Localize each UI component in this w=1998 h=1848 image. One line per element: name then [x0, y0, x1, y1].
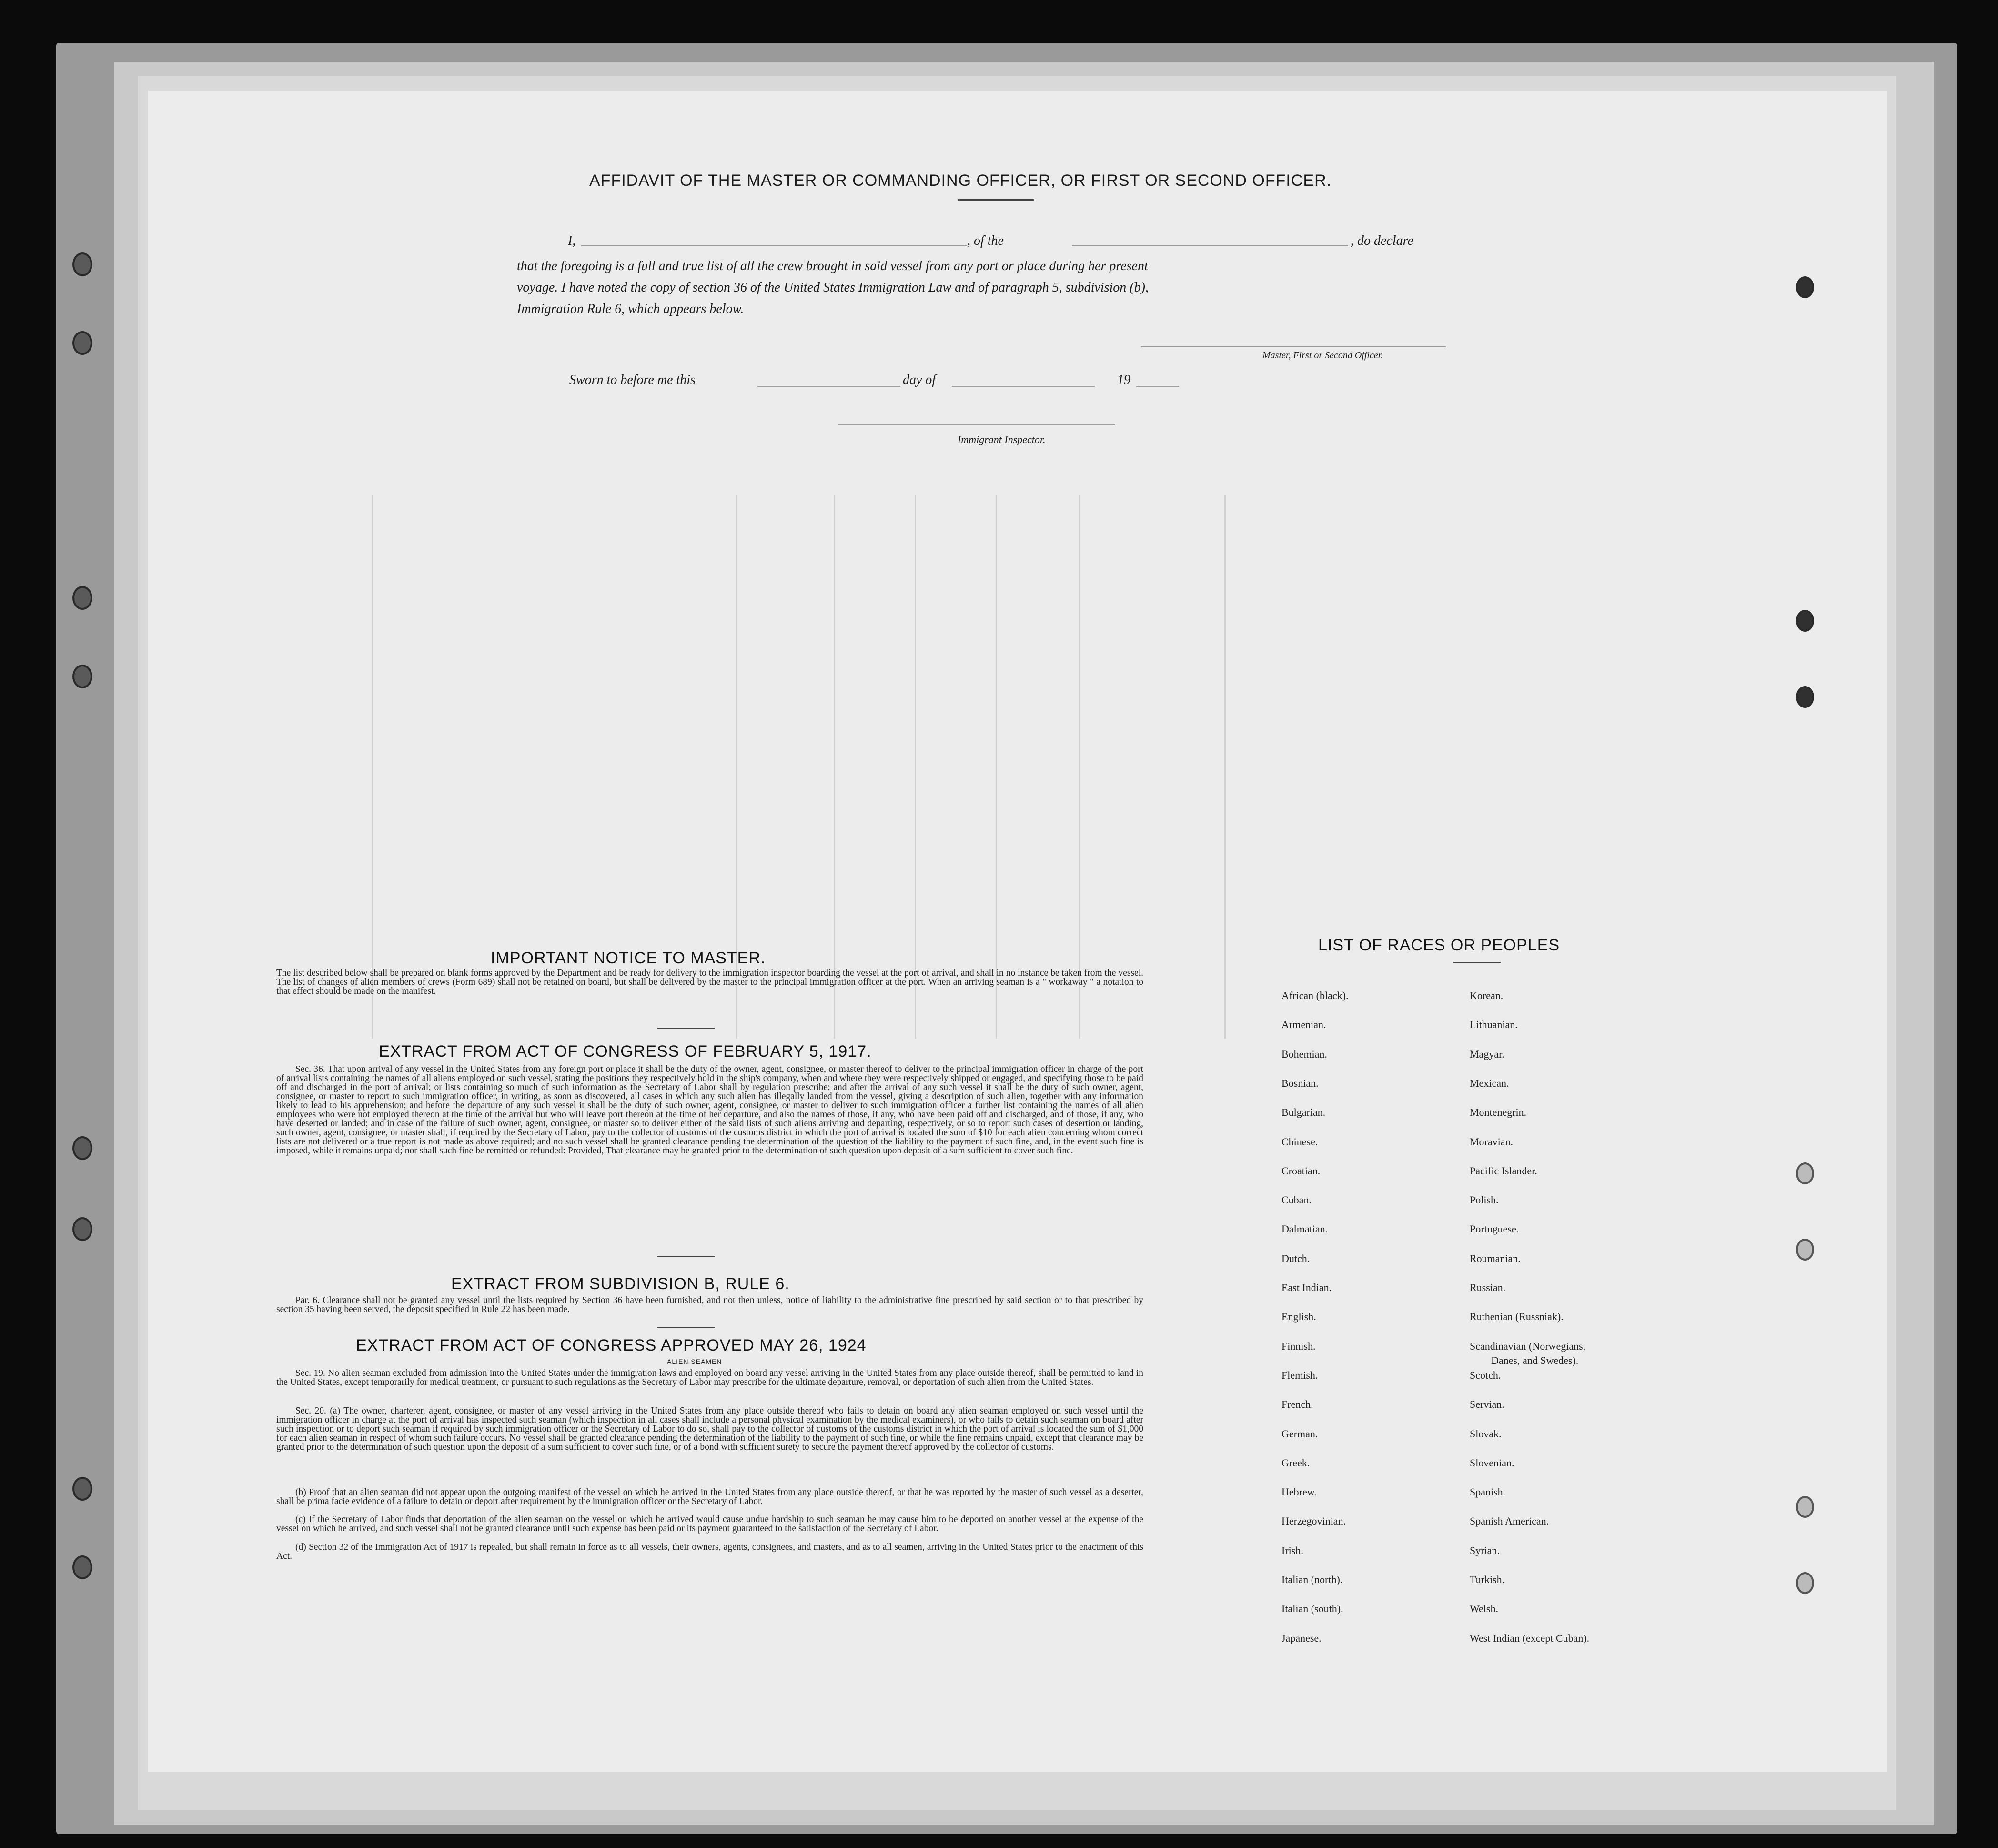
extract-1924-sec20b [276, 1488, 1143, 1506]
punch-hole [1796, 1496, 1814, 1518]
race-right-item: Korean. [1470, 990, 1504, 1001]
extract-1917-sec: Sec. 36. [295, 1064, 325, 1074]
rule6-body: Par. 6. Clearance shall not be granted any vessel until the lists required by Section 36 have been furnished, and not then unless, notice of liability to the administrative fine prescribed by said section or to that prescribed by section 35 having been served, the deposit specified in Rule 22 has been made. [276, 1295, 1143, 1314]
notice-text: The list described below shall be prepared on blank forms approved by the Department and be ready for delivery to the immigration inspector boarding the vessel at the port of arrival, and shall in no instance be taken from the vessel. The list of changes of alien members of crews (Form 689) shall not be retained on board, but shall be delivered by the master to the principal immigration officer at the port. When an arriving seaman is a " workaway " a notation to that effect should be made on the manifest. [276, 968, 1143, 996]
race-left-item: Bosnian. [1282, 1077, 1319, 1089]
race-left-item: Herzegovinian. [1282, 1515, 1346, 1527]
punch-hole [1796, 276, 1814, 298]
sec20b-body: (b) Proof that an alien seaman did not appear upon the outgoing manifest of the vessel on which he arrived in the United States from any place outside thereof, or that he was reported by the master of such vessel as a deserter, shall be prima facie evidence of a failure to detain or deport after requirement by the immigration officer or the Secretary of Labor. [276, 1487, 1143, 1506]
extract-1924-subtitle: ALIEN SEAMEN [667, 1358, 722, 1365]
race-left-item: Greek. [1282, 1456, 1310, 1469]
extract-1924-sec19 [276, 1369, 1143, 1387]
extract-1924-sec20c [276, 1515, 1143, 1533]
race-right-item: Syrian. [1470, 1544, 1500, 1556]
sworn-day-blank [757, 386, 900, 387]
race-left-item: Italian (south). [1282, 1603, 1343, 1615]
race-left-item: Finnish. [1282, 1340, 1316, 1352]
race-left-item: Cuban. [1282, 1194, 1312, 1206]
race-left-item: Bulgarian. [1282, 1106, 1326, 1119]
extract-1917-body: That upon arrival of any vessel in the United States from any foreign port or place it shall be the duty of the owner, agent, consignee, or master thereof to deliver to the principal immigration officer in charge of the port of arrival lists containing the names of all aliens employed on such vessel, stating the positions they respectively hold in the ship's company, when and where they were respectively shipped or engaged, and specifying those to be paid off and discharged in the port of arrival; or lists containing so much of such information as the Secretary of Labor shall by regulation prescribe; and after the arrival of any such vessel it shall be the duty of such owner, agent, consignee, or master to report to such immigration officer, in writing, as soon as discovered, all cases in which any such alien has illegally landed from the vessel, giving a description of such alien, together with any information likely to lead to his apprehension; and before the departure of any such vessel it shall be the duty of such owner, agent, consignee, or master to deliver to such immigration officer a further list containing the names of all alien employees who were not employed thereon at the time of the arrival but who will leave port thereon at the time of her departure, and also the names of those, if any, who have been paid off and discharged, and of those, if any, who have deserted or landed; and in case of the failure of such owner, agent, consignee, or master so to deliver either of the said lists of such aliens arriving and departing, respectively, or so to report such cases of desertion or landing, such owner, agent, consignee, or master shall, if required by the Secretary of Labor, pay to the collector of customs of the customs district in which the port of arrival is located the sum of $10 for each alien concerning whom correct lists are not delivered or a true report is not made as above required; and no such vessel shall be granted clearance pending the determination of the question of the liability to the payment of such fine, and, in the event such fine is imposed, while it remains unpaid; nor shall such fine be remitted or refunded: Provided, That clearance may be granted prior to the determination of such question upon deposit of a sum sufficient to cover such fine. [276, 1064, 1143, 1156]
master-signature-line [1141, 346, 1446, 347]
affidavit-i: I, [568, 233, 576, 248]
punch-hole [72, 1136, 92, 1160]
affidavit-title: AFFIDAVIT OF THE MASTER OR COMMANDING OFFICER, OR FIRST OR SECOND OFFICER. [589, 172, 1332, 190]
race-right-item: Polish. [1470, 1194, 1499, 1206]
master-signature-caption: Master, First or Second Officer. [1262, 350, 1383, 361]
extract-1924-title: EXTRACT FROM ACT OF CONGRESS APPROVED MAY 26, 1924 [356, 1336, 867, 1354]
sworn-label: Sworn to before me this [569, 373, 696, 387]
race-right-item: Russian. [1470, 1282, 1506, 1293]
race-left-item: Croatian. [1282, 1164, 1321, 1177]
race-left-item: Japanese. [1282, 1632, 1322, 1644]
race-right-item: Montenegrin. [1470, 1106, 1527, 1119]
race-left-item: Dutch. [1282, 1252, 1310, 1264]
race-left-item: Dalmatian. [1282, 1223, 1328, 1235]
race-right-item: Pacific Islander. [1470, 1164, 1537, 1177]
race-right-item: Welsh. [1470, 1603, 1498, 1615]
year-label: 19 [1117, 373, 1130, 387]
race-right-item: Spanish. [1470, 1486, 1506, 1498]
race-left-item: French. [1282, 1398, 1313, 1411]
race-left-item: Irish. [1282, 1544, 1303, 1556]
race-right-item: Portuguese. [1470, 1223, 1519, 1235]
race-left-item: English. [1282, 1311, 1316, 1323]
race-right-item: Mexican. [1470, 1077, 1509, 1089]
vessel-blank [1072, 245, 1348, 246]
affidavit-declare: , do declare [1351, 233, 1413, 248]
race-left-item: Flemish. [1282, 1369, 1318, 1381]
race-right-item: Scandinavian (Norwegians, [1470, 1340, 1586, 1352]
race-right-item: West Indian (except Cuban). [1470, 1632, 1590, 1644]
notice-rule [657, 1028, 715, 1029]
race-right-item: Moravian. [1470, 1135, 1514, 1148]
rule6-text [276, 1296, 1143, 1314]
races-title: LIST OF RACES OR PEOPLES [1318, 936, 1560, 954]
rule6-title: EXTRACT FROM SUBDIVISION B, RULE 6. [451, 1275, 790, 1293]
punch-hole [72, 1477, 92, 1501]
sec20d-body: (d) Section 32 of the Immigration Act of 1917 is repealed, but shall remain in force as to all vessels, their owners, agents, consignees, and masters, and as to all seamen, arriving in the United States prior to the enactment of this Act. [276, 1542, 1143, 1561]
race-right-item: Magyar. [1470, 1048, 1504, 1060]
race-right-item: Servian. [1470, 1398, 1504, 1411]
race-right-item: Danes, and Swedes). [1491, 1354, 1579, 1366]
races-rule [1453, 962, 1501, 963]
year-blank [1136, 386, 1179, 387]
race-right-item: Slovenian. [1470, 1456, 1514, 1469]
punch-hole [1796, 1239, 1814, 1261]
punch-hole [1796, 1572, 1814, 1594]
affidavit-of-the: , of the [967, 233, 1004, 248]
race-right-item: Roumanian. [1470, 1252, 1521, 1264]
race-right-item: Slovak. [1470, 1427, 1502, 1440]
form-page [148, 91, 1887, 1772]
inspector-caption: Immigrant Inspector. [958, 434, 1046, 445]
extract-1917-text [276, 1065, 1143, 1155]
punch-hole [72, 252, 92, 276]
punch-hole [72, 586, 92, 610]
extract-1924-sec20d [276, 1543, 1143, 1561]
sec19-body: Sec. 19. No alien seaman excluded from admission into the United States under the immigration laws and employed on board any vessel arriving in the United States from any place outside thereof, shall be permitted to land in the United States, except temporarily for medical treatment, or pursuant to such regulations as the Secretary of Labor may prescribe for the ultimate departure, removal, or deportation of such alien from the United States. [276, 1368, 1143, 1387]
race-left-item: Hebrew. [1282, 1486, 1317, 1498]
race-left-item: African (black). [1282, 990, 1349, 1001]
punch-hole [72, 665, 92, 688]
inspector-signature-line [838, 424, 1115, 425]
affidavit-line3: voyage. I have noted the copy of section 36 of the United States Immigration Law and of paragraph 5, subdivision (b), [517, 280, 1149, 295]
race-left-item: Chinese. [1282, 1135, 1318, 1148]
punch-hole [72, 1217, 92, 1241]
rule6-rule [657, 1327, 715, 1328]
sec20c-body: (c) If the Secretary of Labor finds that deportation of the alien seaman on the vessel on which he arrived would cause undue hardship to such seaman he may cause him to be deported on another vessel at the expense of the vessel on which he arrived, and such vessel shall not be granted clearance until such expense has been paid or its payment guaranteed to the satisfaction of the Secretary of Labor. [276, 1515, 1143, 1534]
punch-hole [72, 331, 92, 355]
extract-1924-sec20a [276, 1406, 1143, 1452]
race-left-item: Italian (north). [1282, 1574, 1343, 1585]
race-right-item: Spanish American. [1470, 1515, 1549, 1527]
extract-1917-rule [657, 1256, 715, 1257]
punch-hole [1796, 686, 1814, 708]
race-left-item: Armenian. [1282, 1019, 1326, 1031]
race-right-item: Turkish. [1470, 1574, 1505, 1585]
month-blank [952, 386, 1095, 387]
day-of-label: day of [903, 373, 936, 387]
punch-hole [72, 1555, 92, 1579]
notice-title: IMPORTANT NOTICE TO MASTER. [491, 949, 766, 967]
affidavit-line2: that the foregoing is a full and true list of all the crew brought in said vessel from any port or place during her present [517, 259, 1148, 273]
race-left-item: East Indian. [1282, 1282, 1332, 1293]
race-left-item: German. [1282, 1427, 1318, 1440]
race-right-item: Lithuanian. [1470, 1019, 1518, 1031]
name-blank [581, 245, 967, 246]
punch-hole [1796, 1162, 1814, 1184]
title-rule [958, 199, 1034, 201]
extract-1917-title: EXTRACT FROM ACT OF CONGRESS OF FEBRUARY 5, 1917. [379, 1042, 872, 1060]
race-left-item: Bohemian. [1282, 1048, 1327, 1060]
sec20a-body: Sec. 20. (a) The owner, charterer, agent, consignee, or master of any vessel arriving in the United States from any place outside thereof who fails to detain on board any alien seaman employed on such vessel until the immigration officer in charge at the port of arrival has inspected such seaman (which inspection in all cases shall include a personal physical examination by the medical examiners), or who fails to detain such seaman on board after such inspection or to deport such seaman if required by such immigration officer or the Secretary of Labor to do so, shall pay to the collector of customs of the customs district in which the port of arrival is located the sum of $1,000 for each alien seaman in respect of whom such failure occurs. No vessel shall be granted clearance pending the determination of the liability to the payment of such fine, or while the fine remains unpaid, except that clearance may be granted prior to the determination of such question upon the deposit of a sum sufficient to cover such fine, or of a bond with sufficient surety to secure the payment thereof approved by the collector of customs. [276, 1406, 1143, 1452]
race-right-item: Scotch. [1470, 1369, 1501, 1381]
race-right-item: Ruthenian (Russniak). [1470, 1311, 1564, 1323]
affidavit-line4: Immigration Rule 6, which appears below. [517, 302, 744, 316]
punch-hole [1796, 610, 1814, 632]
